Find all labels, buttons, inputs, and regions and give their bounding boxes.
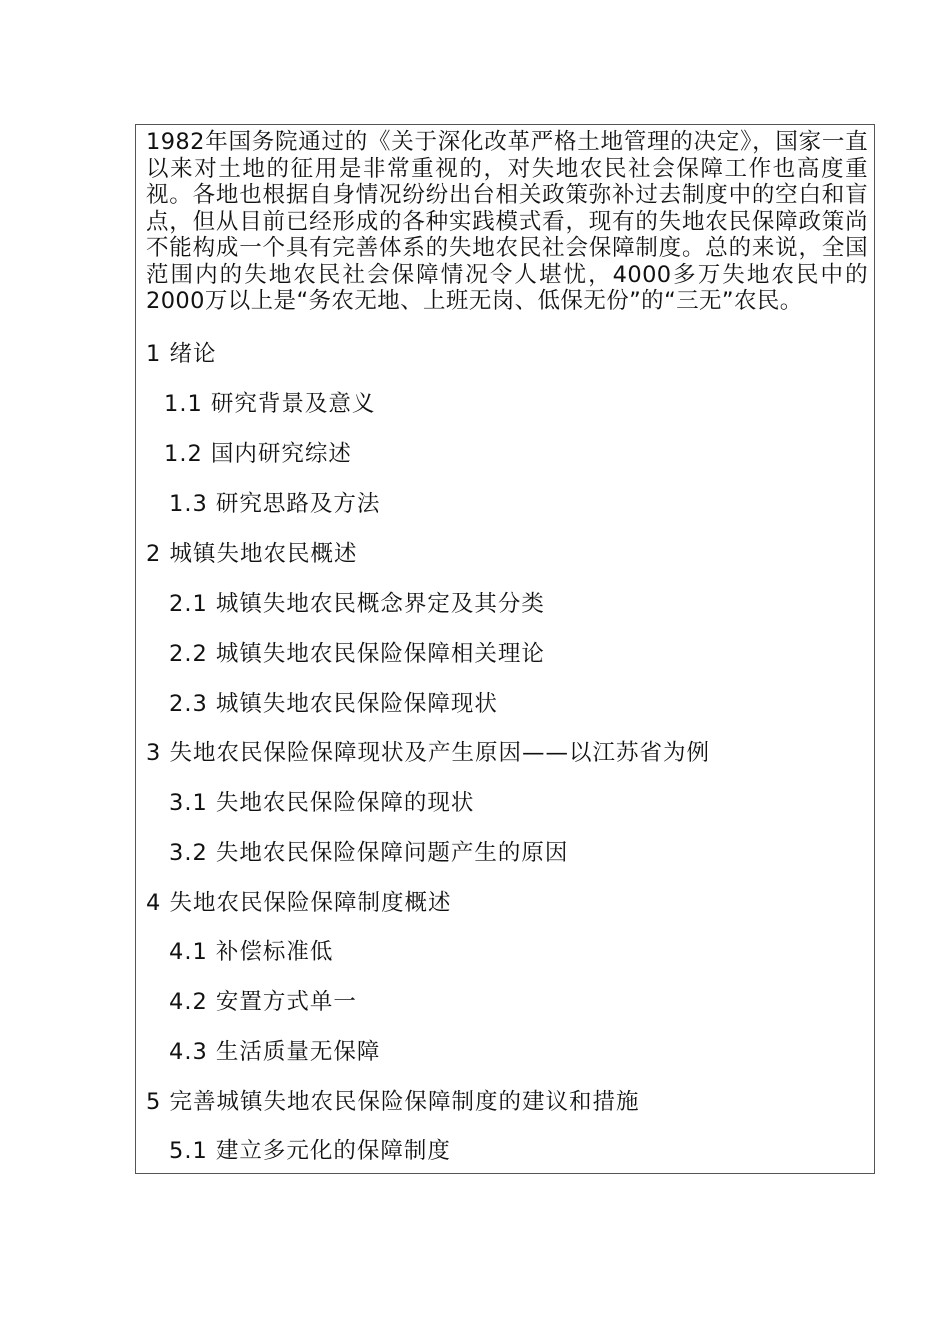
outline-chapter: 2 城镇失地农民概述 [146,541,358,567]
outline-section: 1.2 国内研究综述 [164,441,352,467]
outline-section: 3.2 失地农民保险保障问题产生的原因 [169,840,569,866]
outline-section: 4.3 生活质量无保障 [169,1039,381,1065]
outline-chapter: 3 失地农民保险保障现状及产生原因——以江苏省为例 [146,740,710,766]
outline-section: 2.1 城镇失地农民概念界定及其分类 [169,591,545,617]
outline-section: 2.3 城镇失地农民保险保障现状 [169,691,498,717]
outline-section: 3.1 失地农民保险保障的现状 [169,790,475,816]
outline-chapter: 4 失地农民保险保障制度概述 [146,890,452,916]
outline-section: 1.3 研究思路及方法 [169,491,381,517]
outline-section: 1.1 研究背景及意义 [164,391,376,417]
outline-section: 2.2 城镇失地农民保险保障相关理论 [169,641,545,667]
outline-chapter: 1 绪论 [146,341,217,367]
outline [136,125,874,1173]
outline-section: 5.1 建立多元化的保障制度 [169,1138,451,1164]
outline-section: 4.2 安置方式单一 [169,989,357,1015]
outline-chapter: 5 完善城镇失地农民保险保障制度的建议和措施 [146,1089,640,1115]
outline-section: 4.1 补偿标准低 [169,939,334,965]
content-frame [135,124,875,1174]
intro-paragraph: 1982年国务院通过的《关于深化改革严格土地管理的决定》，国家一直以来对土地的征用是非常重视的，对失地农民社会保障工作也高度重视。各地也根据自身情况纷纷出台相关政策弥补过去制度中的空白和盲点，但从目前已经形成的各种实践模式看，现有的失地农民保障政策尚不能构成一个具有完善体系的失地农民社会保障制度。总的来说，全国范围内的失地农民社会保障情况令人堪忧，4000多万失地农民中的2000万以上是“务农无地、上班无岗、低保无份”的“三无”农民。 [146,129,868,314]
